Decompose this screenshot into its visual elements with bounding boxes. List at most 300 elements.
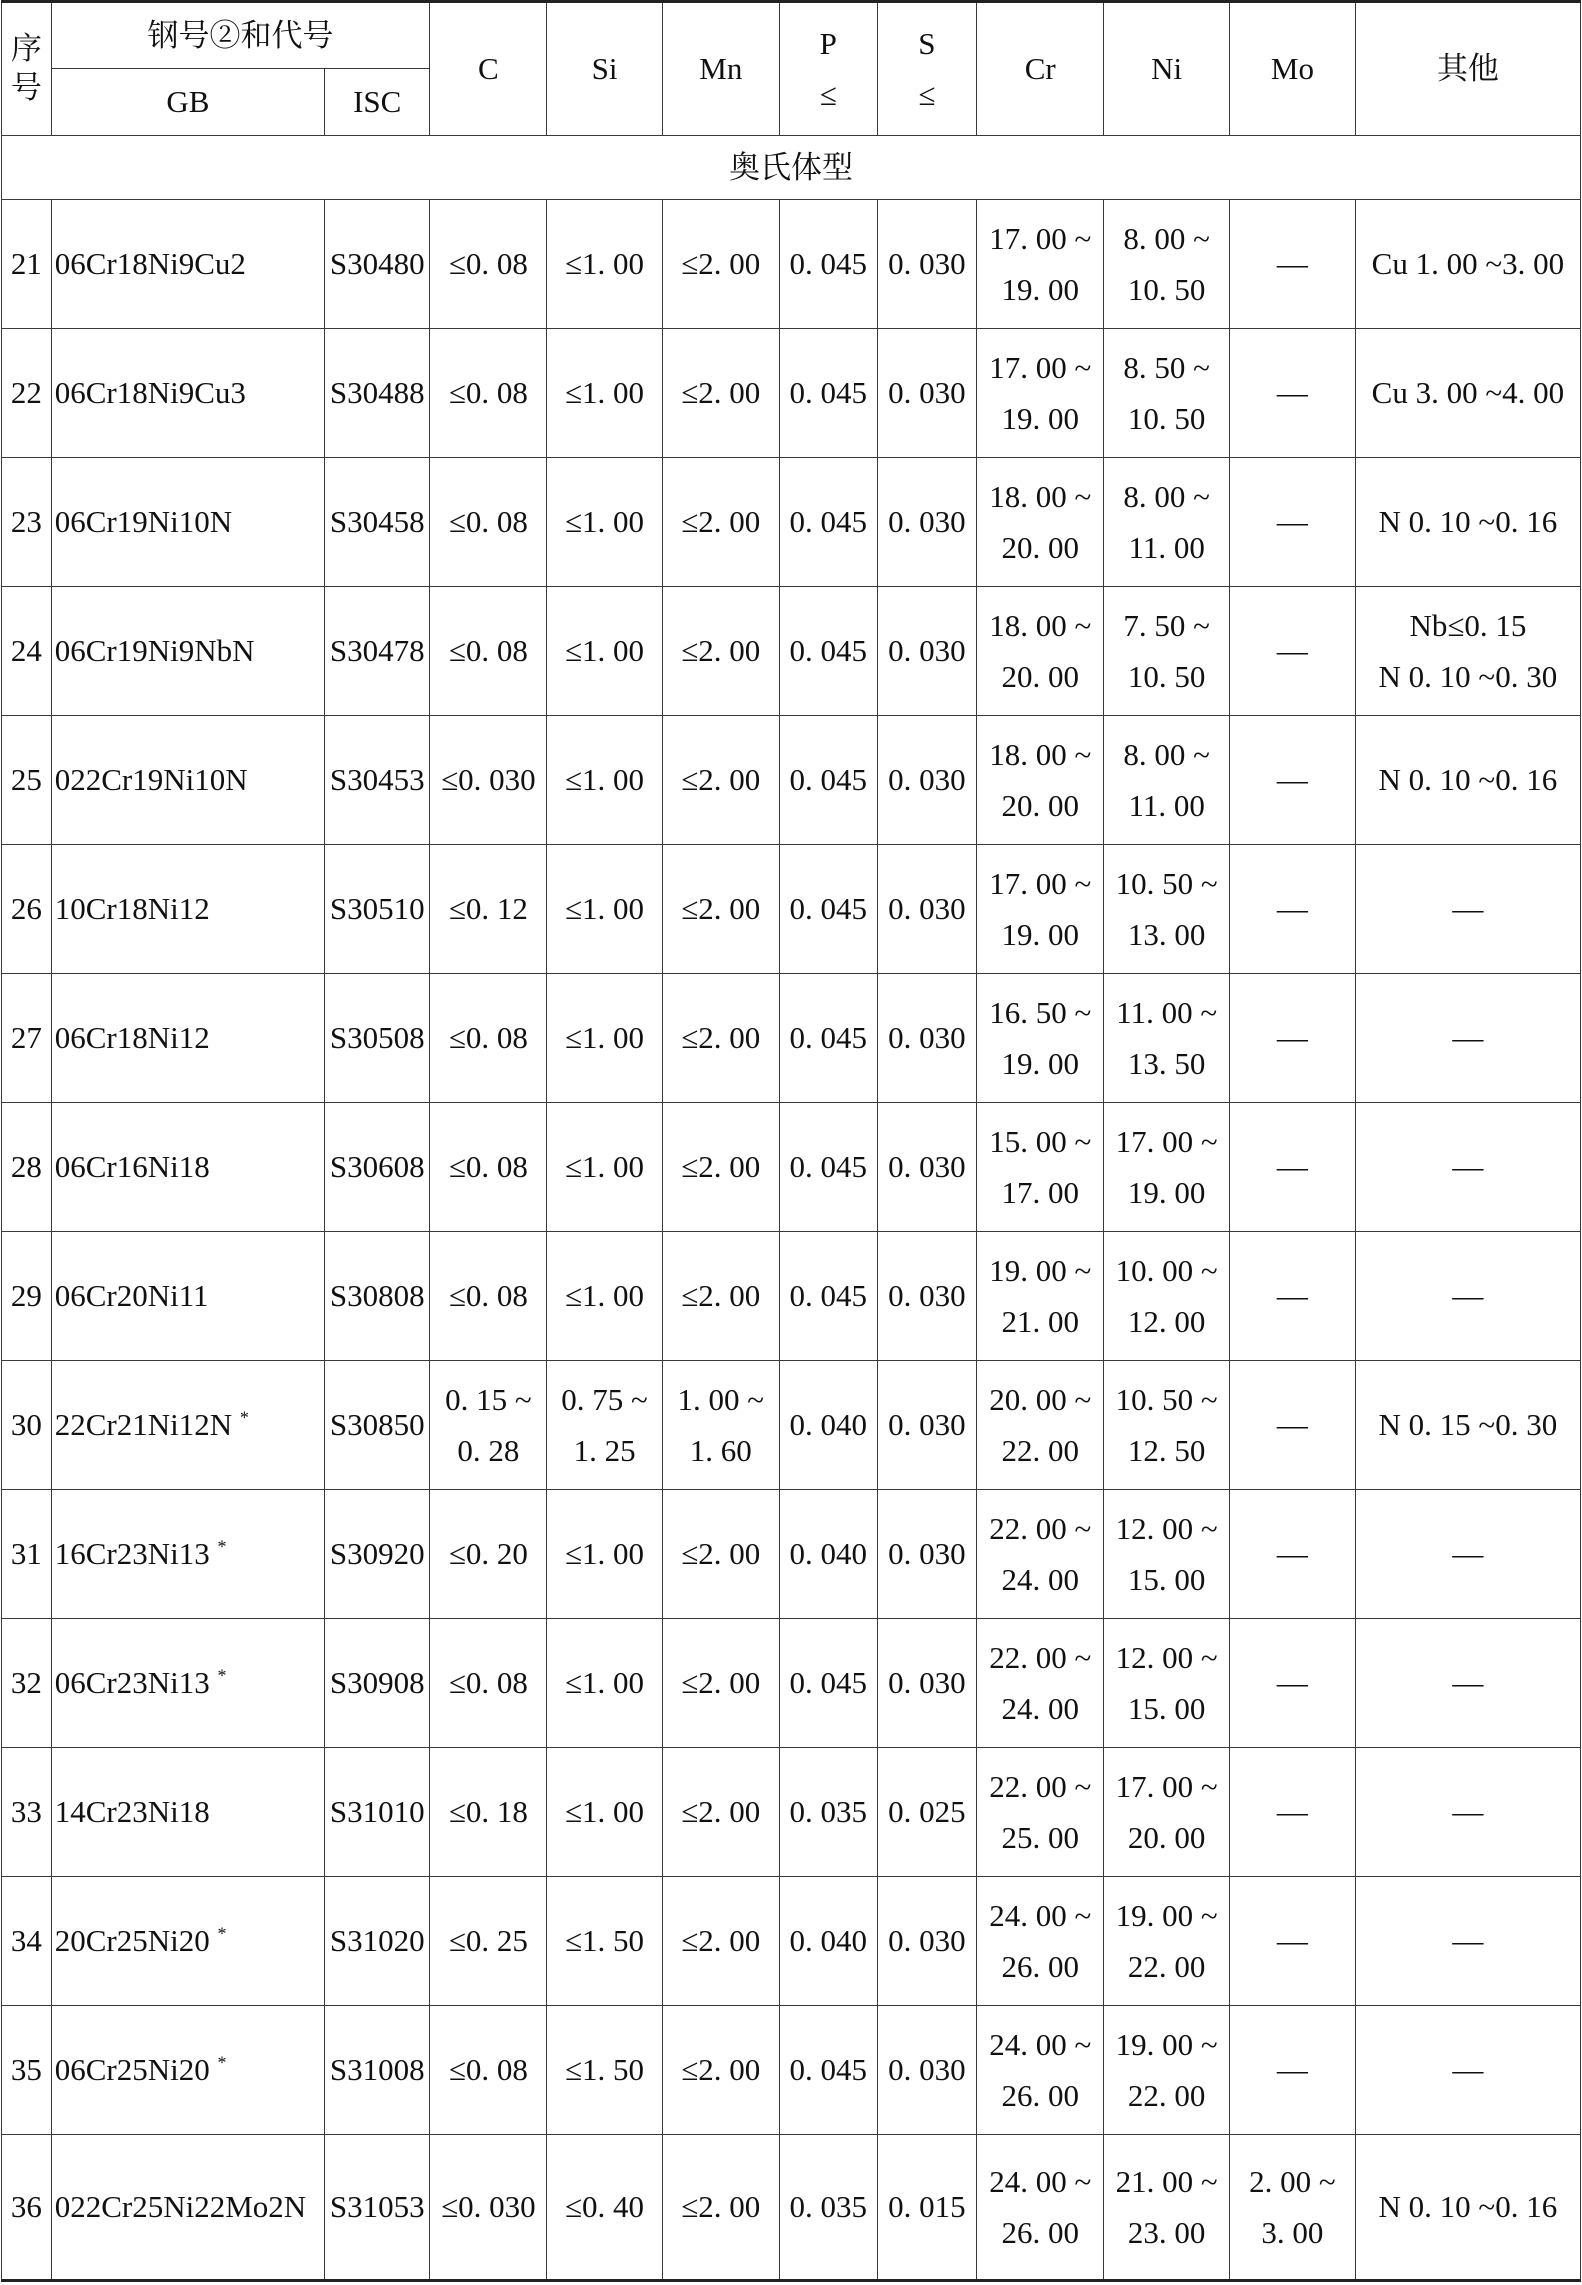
cell-mo [1230, 1361, 1356, 1490]
cell-mn [662, 1103, 779, 1232]
cell-p: 0. 045 [779, 1232, 877, 1361]
grade-code: 06Cr23Ni13 [54, 1665, 210, 1701]
cell-cr-line: 22. 00 ~ [989, 1639, 1092, 1675]
table-row [2, 716, 1581, 845]
cell-p: 0. 045 [779, 716, 877, 845]
cell-c-line: ≤0. 030 [441, 2189, 536, 2225]
cell-c-line: ≤0. 08 [448, 246, 528, 282]
cell-ni [1104, 1490, 1230, 1619]
cell-si-line: ≤1. 00 [565, 1665, 645, 1701]
cell-mo [1230, 1877, 1356, 2006]
cell-si-line: ≤1. 00 [565, 1794, 645, 1830]
cell-cr-line: 26. 00 [1001, 2215, 1079, 2250]
cell-gb [51, 974, 324, 1103]
cell-c [430, 1232, 547, 1361]
cell-c-line: ≤0. 12 [448, 891, 528, 927]
asterisk-mark: * [217, 1924, 227, 1945]
composition-table [1, 0, 1581, 2282]
cell-cr-line: 15. 00 ~ [989, 1123, 1092, 1159]
cell-no: 21 [2, 200, 52, 329]
grade-code: 06Cr25Ni20 [54, 2052, 210, 2088]
cell-cr-line: 19. 00 [1001, 1046, 1079, 1081]
cell-mo-line: — [1276, 1149, 1308, 1185]
cell-s: 0. 025 [877, 1748, 976, 1877]
cell-no: 30 [2, 1361, 52, 1490]
cell-other [1355, 1490, 1580, 1619]
grade-code: 14Cr23Ni18 [54, 1794, 210, 1830]
grade-code: 06Cr19Ni9NbN [54, 633, 255, 669]
cell-c [430, 845, 547, 974]
cell-mn-line: ≤2. 00 [681, 1536, 761, 1572]
cell-gb [51, 716, 324, 845]
table-row [2, 587, 1581, 716]
cell-mn-line: ≤2. 00 [681, 1149, 761, 1185]
cell-isc: S31053 [325, 2135, 430, 2281]
cell-isc: S31010 [325, 1748, 430, 1877]
cell-c [430, 2006, 547, 2135]
grade-code: 20Cr25Ni20 [54, 1923, 210, 1959]
cell-si [547, 1619, 663, 1748]
grade-code: 06Cr16Ni18 [54, 1149, 210, 1185]
cell-p: 0. 035 [779, 2135, 877, 2281]
cell-ni [1104, 200, 1230, 329]
cell-cr-line: 18. 00 ~ [989, 607, 1092, 643]
cell-ni-line: 11. 00 [1128, 788, 1205, 823]
cell-p: 0. 045 [779, 587, 877, 716]
cell-c-line: ≤0. 25 [448, 1923, 528, 1959]
cell-c [430, 1103, 547, 1232]
table-row [2, 458, 1581, 587]
cell-ni-line: 10. 50 [1127, 659, 1206, 694]
cell-cr [977, 974, 1104, 1103]
cell-p: 0. 040 [779, 1361, 877, 1490]
asterisk-mark: * [239, 1408, 249, 1429]
cell-c-line: ≤0. 08 [448, 633, 528, 669]
header-cr: Cr [977, 2, 1104, 136]
cell-si [547, 716, 663, 845]
cell-s: 0. 030 [877, 1619, 976, 1748]
cell-c [430, 329, 547, 458]
cell-cr-line: 26. 00 [1001, 2078, 1079, 2113]
grade-code: 10Cr18Ni12 [54, 891, 210, 927]
cell-other [1355, 1877, 1580, 2006]
cell-c [430, 458, 547, 587]
cell-c-line: ≤0. 08 [448, 1020, 528, 1056]
cell-other-line: N 0. 10 ~0. 16 [1378, 504, 1558, 540]
cell-si [547, 587, 663, 716]
grade-code: 022Cr19Ni10N [54, 762, 248, 798]
cell-other [1355, 716, 1580, 845]
cell-gb [51, 1490, 324, 1619]
cell-ni-line: 17. 00 ~ [1115, 1768, 1218, 1804]
table-row [2, 1877, 1581, 2006]
cell-s: 0. 030 [877, 458, 976, 587]
table-row [2, 1619, 1581, 1748]
cell-no: 35 [2, 2006, 52, 2135]
cell-mo-line: — [1276, 762, 1308, 798]
cell-gb [51, 1232, 324, 1361]
cell-s: 0. 030 [877, 200, 976, 329]
cell-mn-line: ≤2. 00 [681, 246, 761, 282]
cell-si [547, 1490, 663, 1619]
cell-cr-line: 17. 00 ~ [989, 865, 1092, 901]
cell-other-line: N 0. 10 ~0. 16 [1378, 762, 1558, 798]
cell-mo-line: — [1276, 246, 1308, 282]
cell-s: 0. 030 [877, 974, 976, 1103]
cell-no: 28 [2, 1103, 52, 1232]
cell-mo [1230, 1490, 1356, 1619]
cell-mo [1230, 1103, 1356, 1232]
cell-si [547, 200, 663, 329]
cell-cr [977, 2006, 1104, 2135]
cell-ni [1104, 2135, 1230, 2281]
header-p: P ≤ [779, 2, 877, 136]
cell-ni [1104, 1103, 1230, 1232]
cell-mn-line: ≤2. 00 [681, 1665, 761, 1701]
cell-mn-line: ≤2. 00 [681, 375, 761, 411]
cell-other [1355, 2135, 1580, 2281]
cell-other [1355, 1748, 1580, 1877]
cell-other-line: Nb≤0. 15 [1409, 607, 1527, 643]
cell-mo-line: — [1276, 1407, 1308, 1443]
cell-no: 26 [2, 845, 52, 974]
cell-s: 0. 030 [877, 1877, 976, 2006]
cell-cr [977, 1361, 1104, 1490]
grade-code: 06Cr18Ni12 [54, 1020, 210, 1056]
cell-p: 0. 035 [779, 1748, 877, 1877]
cell-cr [977, 458, 1104, 587]
cell-no: 24 [2, 587, 52, 716]
cell-cr-line: 20. 00 [1001, 659, 1079, 694]
cell-cr [977, 716, 1104, 845]
grade-code: 022Cr25Ni22Mo2N [54, 2189, 307, 2225]
cell-gb [51, 200, 324, 329]
cell-isc: S30480 [325, 200, 430, 329]
cell-s: 0. 030 [877, 2006, 976, 2135]
cell-ni-line: 15. 00 [1127, 1562, 1206, 1597]
cell-si-line: ≤1. 00 [565, 1149, 645, 1185]
cell-c-line: ≤0. 030 [441, 762, 536, 798]
cell-gb [51, 2135, 324, 2281]
cell-c-line: 0. 15 ~ [445, 1381, 532, 1417]
cell-mn [662, 1490, 779, 1619]
cell-c [430, 1877, 547, 2006]
cell-mo [1230, 2006, 1356, 2135]
cell-si-line: ≤1. 00 [565, 1278, 645, 1314]
cell-s: 0. 030 [877, 1490, 976, 1619]
cell-si-line: ≤1. 00 [565, 891, 645, 927]
cell-p: 0. 045 [779, 845, 877, 974]
cell-no: 32 [2, 1619, 52, 1748]
cell-isc: S30808 [325, 1232, 430, 1361]
cell-mn [662, 1619, 779, 1748]
cell-ni [1104, 1877, 1230, 2006]
cell-other-line: Cu 3. 00 ~4. 00 [1371, 375, 1565, 411]
cell-cr-line: 22. 00 [1001, 1433, 1079, 1468]
cell-p: 0. 045 [779, 974, 877, 1103]
cell-other-line: — [1452, 891, 1484, 927]
cell-other-line: — [1452, 1020, 1484, 1056]
cell-other-line: — [1452, 1149, 1484, 1185]
cell-mo [1230, 329, 1356, 458]
cell-c [430, 587, 547, 716]
cell-ni-line: 11. 00 [1128, 530, 1205, 565]
cell-c-line: ≤0. 18 [448, 1794, 528, 1830]
cell-ni-line: 10. 50 [1127, 401, 1206, 436]
cell-other-line: Cu 1. 00 ~3. 00 [1371, 246, 1565, 282]
cell-mn-line: ≤2. 00 [681, 2052, 761, 2088]
cell-si-line: ≤1. 00 [565, 246, 645, 282]
cell-other [1355, 2006, 1580, 2135]
table-row [2, 2135, 1581, 2281]
table-row [2, 1490, 1581, 1619]
cell-no: 34 [2, 1877, 52, 2006]
cell-ni-line: 22. 00 [1127, 2078, 1206, 2113]
cell-si-line: ≤1. 00 [565, 375, 645, 411]
cell-other-line: — [1452, 1794, 1484, 1830]
cell-ni-line: 23. 00 [1127, 2215, 1206, 2250]
cell-cr-line: 20. 00 [1001, 530, 1079, 565]
grade-code: 06Cr18Ni9Cu3 [54, 375, 246, 411]
cell-cr [977, 1490, 1104, 1619]
cell-isc: S31020 [325, 1877, 430, 2006]
cell-cr-line: 24. 00 [1001, 1562, 1079, 1597]
cell-isc: S30920 [325, 1490, 430, 1619]
cell-no: 31 [2, 1490, 52, 1619]
grade-code: 22Cr21Ni12N [54, 1407, 233, 1443]
cell-isc: S30850 [325, 1361, 430, 1490]
cell-si [547, 458, 663, 587]
cell-mo-line: — [1276, 1020, 1308, 1056]
cell-mn-line: ≤2. 00 [681, 1923, 761, 1959]
cell-si [547, 329, 663, 458]
header-isc: ISC [325, 69, 430, 136]
table-row [2, 974, 1581, 1103]
table-header [2, 2, 1581, 136]
table-row [2, 200, 1581, 329]
cell-cr [977, 845, 1104, 974]
cell-cr [977, 1748, 1104, 1877]
cell-cr-line: 24. 00 ~ [989, 1897, 1092, 1933]
cell-cr [977, 1619, 1104, 1748]
cell-ni-line: 21. 00 ~ [1115, 2163, 1218, 2199]
cell-cr [977, 2135, 1104, 2281]
header-mo: Mo [1230, 2, 1356, 136]
cell-gb [51, 1103, 324, 1232]
grade-code: 06Cr20Ni11 [54, 1278, 209, 1314]
cell-si-line: ≤0. 40 [565, 2189, 645, 2225]
header-gb: GB [51, 69, 324, 136]
cell-other [1355, 329, 1580, 458]
cell-ni-line: 8. 00 ~ [1123, 220, 1210, 256]
cell-mo-line: — [1276, 891, 1308, 927]
cell-other [1355, 1232, 1580, 1361]
table-row [2, 1103, 1581, 1232]
cell-mn-line: ≤2. 00 [681, 891, 761, 927]
cell-other-line: — [1452, 1923, 1484, 1959]
cell-mo-line: 2. 00 ~ [1249, 2163, 1336, 2199]
cell-other [1355, 1103, 1580, 1232]
cell-ni [1104, 974, 1230, 1103]
cell-no: 23 [2, 458, 52, 587]
cell-cr-line: 17. 00 ~ [989, 349, 1092, 385]
cell-gb [51, 845, 324, 974]
cell-mo [1230, 2135, 1356, 2281]
table-row [2, 1361, 1581, 1490]
cell-s: 0. 030 [877, 845, 976, 974]
cell-cr-line: 17. 00 [1001, 1175, 1079, 1210]
cell-ni-line: 13. 00 [1127, 917, 1206, 952]
table-row [2, 329, 1581, 458]
cell-c-line: ≤0. 08 [448, 1278, 528, 1314]
cell-s: 0. 030 [877, 1361, 976, 1490]
cell-other [1355, 974, 1580, 1103]
cell-mo [1230, 1748, 1356, 1877]
cell-mn-line: ≤2. 00 [681, 633, 761, 669]
cell-cr-line: 16. 50 ~ [989, 994, 1092, 1030]
cell-cr-line: 20. 00 ~ [989, 1381, 1092, 1417]
cell-ni-line: 19. 00 ~ [1115, 1897, 1218, 1933]
cell-cr-line: 24. 00 ~ [989, 2026, 1092, 2062]
cell-isc: S30510 [325, 845, 430, 974]
cell-ni-line: 19. 00 ~ [1115, 2026, 1218, 2062]
section-title: 奥氏体型 [2, 136, 1581, 200]
cell-cr [977, 1103, 1104, 1232]
cell-ni-line: 8. 00 ~ [1123, 736, 1210, 772]
cell-cr-line: 26. 00 [1001, 1949, 1079, 1984]
cell-other-line: — [1452, 1665, 1484, 1701]
section-row [2, 136, 1581, 200]
cell-si [547, 845, 663, 974]
cell-gb [51, 1877, 324, 2006]
cell-cr-line: 22. 00 ~ [989, 1768, 1092, 1804]
cell-cr-line: 18. 00 ~ [989, 736, 1092, 772]
cell-cr [977, 1232, 1104, 1361]
grade-code: 16Cr23Ni13 [54, 1536, 210, 1572]
cell-si-line: ≤1. 50 [565, 1923, 645, 1959]
cell-c [430, 200, 547, 329]
cell-cr-line: 22. 00 ~ [989, 1510, 1092, 1546]
cell-mn [662, 587, 779, 716]
cell-si-line: ≤1. 50 [565, 2052, 645, 2088]
cell-mn [662, 2135, 779, 2281]
cell-p: 0. 045 [779, 1103, 877, 1232]
cell-mn-line: 1. 00 ~ [677, 1381, 765, 1417]
cell-mo [1230, 458, 1356, 587]
cell-mn [662, 2006, 779, 2135]
cell-c [430, 716, 547, 845]
cell-ni-line: 12. 00 ~ [1115, 1639, 1218, 1675]
cell-c-line: ≤0. 08 [448, 1149, 528, 1185]
cell-ni-line: 10. 00 ~ [1115, 1252, 1218, 1288]
cell-ni-line: 20. 00 [1127, 1820, 1206, 1855]
cell-mo-line: — [1276, 1923, 1308, 1959]
cell-cr-line: 17. 00 ~ [989, 220, 1092, 256]
cell-cr-line: 21. 00 [1001, 1304, 1079, 1339]
asterisk-mark: * [217, 2053, 227, 2074]
cell-mn-line: ≤2. 00 [681, 504, 761, 540]
cell-cr [977, 200, 1104, 329]
cell-p: 0. 045 [779, 1619, 877, 1748]
cell-cr-line: 19. 00 [1001, 401, 1079, 436]
cell-ni-line: 8. 50 ~ [1123, 349, 1210, 385]
cell-mn-line: ≤2. 00 [681, 1020, 761, 1056]
cell-c [430, 2135, 547, 2281]
grade-code: 06Cr19Ni10N [54, 504, 233, 540]
header-mn: Mn [662, 2, 779, 136]
cell-cr-line: 24. 00 [1001, 1691, 1079, 1726]
cell-gb [51, 458, 324, 587]
header-s: S ≤ [877, 2, 976, 136]
cell-ni-line: 12. 00 [1127, 1304, 1206, 1339]
cell-c [430, 1748, 547, 1877]
header-other: 其他 [1355, 2, 1580, 136]
cell-other [1355, 845, 1580, 974]
cell-gb [51, 2006, 324, 2135]
cell-c [430, 1619, 547, 1748]
cell-mo [1230, 1232, 1356, 1361]
cell-c-line: ≤0. 08 [448, 504, 528, 540]
table-row [2, 845, 1581, 974]
cell-mo [1230, 1619, 1356, 1748]
cell-mo-line: — [1276, 504, 1308, 540]
cell-mo-line: — [1276, 1536, 1308, 1572]
cell-s: 0. 015 [877, 2135, 976, 2281]
cell-c-line: ≤0. 08 [448, 1665, 528, 1701]
cell-si [547, 1232, 663, 1361]
cell-si-line: ≤1. 00 [565, 504, 645, 540]
cell-mo-line: — [1276, 633, 1308, 669]
cell-isc: S30458 [325, 458, 430, 587]
cell-si-line: 0. 75 ~ [561, 1381, 648, 1417]
cell-mn [662, 200, 779, 329]
header-ni: Ni [1104, 2, 1230, 136]
cell-ni-line: 10. 50 ~ [1115, 865, 1218, 901]
cell-mn [662, 1877, 779, 2006]
cell-c [430, 974, 547, 1103]
cell-cr-line: 19. 00 ~ [989, 1252, 1092, 1288]
cell-gb [51, 1619, 324, 1748]
cell-si [547, 1748, 663, 1877]
grade-code: 06Cr18Ni9Cu2 [54, 246, 246, 282]
cell-si-line: ≤1. 00 [565, 1020, 645, 1056]
cell-mo [1230, 587, 1356, 716]
cell-other-line: N 0. 15 ~0. 30 [1378, 1407, 1558, 1443]
cell-other-line: — [1452, 1278, 1484, 1314]
cell-s: 0. 030 [877, 716, 976, 845]
cell-gb [51, 329, 324, 458]
cell-si [547, 2135, 663, 2281]
cell-mn [662, 716, 779, 845]
table-row [2, 1232, 1581, 1361]
cell-no: 22 [2, 329, 52, 458]
cell-p: 0. 045 [779, 2006, 877, 2135]
table-row [2, 1748, 1581, 1877]
cell-mn [662, 1361, 779, 1490]
cell-s: 0. 030 [877, 1232, 976, 1361]
cell-mn [662, 974, 779, 1103]
cell-cr-line: 25. 00 [1001, 1820, 1079, 1855]
cell-other [1355, 1619, 1580, 1748]
cell-c-line: ≤0. 08 [448, 375, 528, 411]
cell-cr-line: 19. 00 [1001, 917, 1079, 952]
cell-mo-line: — [1276, 375, 1308, 411]
cell-ni-line: 12. 50 [1127, 1433, 1206, 1468]
cell-ni-line: 7. 50 ~ [1123, 607, 1210, 643]
cell-c [430, 1490, 547, 1619]
cell-mn [662, 1748, 779, 1877]
header-grade-group: 钢号②和代号 [51, 2, 430, 69]
